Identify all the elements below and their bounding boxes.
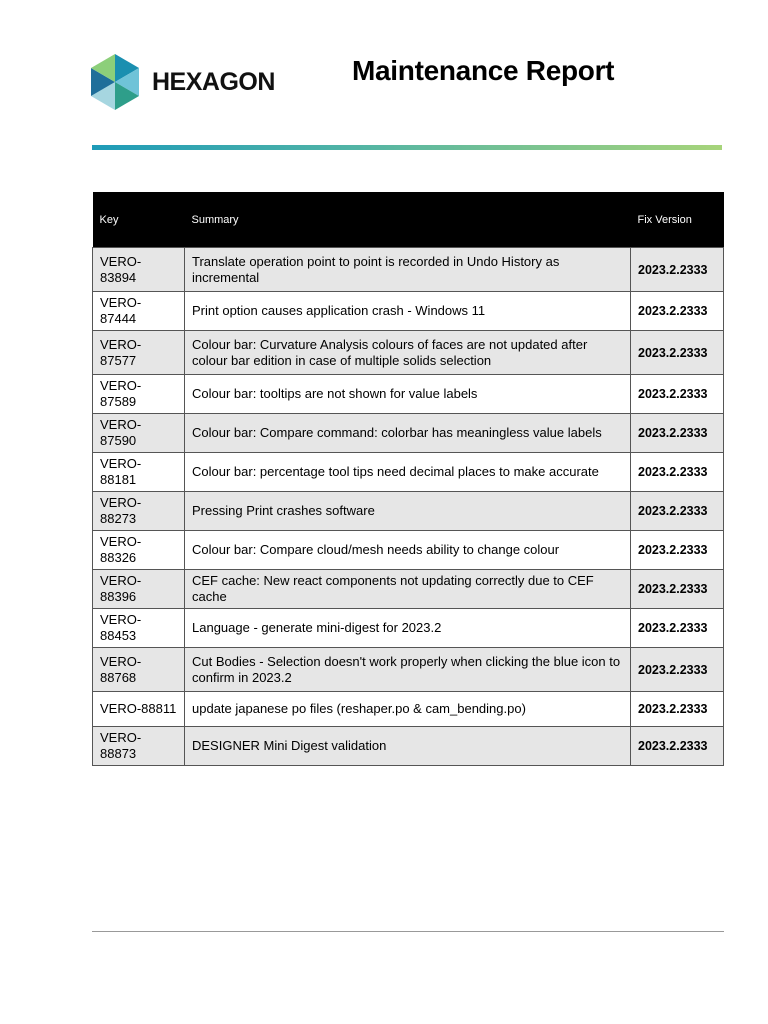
fix-version: 2023.2.2333 [631, 531, 724, 570]
issue-key: VERO-88873 [93, 727, 185, 766]
table-row [93, 531, 724, 570]
fix-version: 2023.2.2333 [631, 692, 724, 727]
fix-version: 2023.2.2333 [631, 609, 724, 648]
table-row [93, 414, 724, 453]
table-row [93, 692, 724, 727]
maintenance-table [92, 192, 724, 766]
issue-summary: Colour bar: Curvature Analysis colours of faces are not updated after colour bar edition in case of multiple solids selection [185, 331, 631, 375]
issue-summary: Colour bar: Compare command: colorbar has meaningless value labels [185, 414, 631, 453]
fix-version: 2023.2.2333 [631, 292, 724, 331]
header-divider [92, 145, 722, 150]
issue-key: VERO-83894 [93, 248, 185, 292]
table-row [93, 248, 724, 292]
fix-version: 2023.2.2333 [631, 248, 724, 292]
issue-summary: Pressing Print crashes software [185, 492, 631, 531]
issue-key: VERO-88326 [93, 531, 185, 570]
issue-key: VERO-88453 [93, 609, 185, 648]
page-title: Maintenance Report [352, 55, 615, 86]
issue-summary: Colour bar: percentage tool tips need decimal places to make accurate [185, 453, 631, 492]
issue-summary: update japanese po files (reshaper.po & cam_bending.po) [185, 692, 631, 727]
footer-divider [92, 931, 724, 932]
issue-key: VERO-88181 [93, 453, 185, 492]
issue-key: VERO-88811 [93, 692, 185, 727]
fix-version: 2023.2.2333 [631, 570, 724, 609]
hexagon-logo [90, 53, 280, 111]
table-body [93, 248, 724, 766]
table-row [93, 331, 724, 375]
issue-key: VERO-88273 [93, 492, 185, 531]
issue-summary: DESIGNER Mini Digest validation [185, 727, 631, 766]
fix-version: 2023.2.2333 [631, 414, 724, 453]
table-row [93, 492, 724, 531]
fix-version: 2023.2.2333 [631, 648, 724, 692]
hexagon-logo-icon [90, 54, 140, 110]
issue-key: VERO-88396 [93, 570, 185, 609]
fix-version: 2023.2.2333 [631, 492, 724, 531]
column-header-key: Key [93, 192, 185, 248]
issue-summary: Colour bar: tooltips are not shown for value labels [185, 375, 631, 414]
fix-version: 2023.2.2333 [631, 375, 724, 414]
issue-summary: Cut Bodies - Selection doesn't work properly when clicking the blue icon to confirm in 2023.2 [185, 648, 631, 692]
table-row [93, 609, 724, 648]
table-row [93, 727, 724, 766]
fix-version: 2023.2.2333 [631, 331, 724, 375]
column-header-fix-version: Fix Version [631, 192, 724, 248]
logo-text: HEXAGON [152, 67, 275, 96]
issue-key: VERO-87577 [93, 331, 185, 375]
issue-key: VERO-87590 [93, 414, 185, 453]
issue-key: VERO-88768 [93, 648, 185, 692]
fix-version: 2023.2.2333 [631, 453, 724, 492]
table-row [93, 570, 724, 609]
table-row [93, 292, 724, 331]
issue-key: VERO-87444 [93, 292, 185, 331]
issue-summary: CEF cache: New react components not updating correctly due to CEF cache [185, 570, 631, 609]
fix-version: 2023.2.2333 [631, 727, 724, 766]
issue-key: VERO-87589 [93, 375, 185, 414]
table-row [93, 375, 724, 414]
table-row [93, 648, 724, 692]
table-row [93, 453, 724, 492]
issue-summary: Translate operation point to point is recorded in Undo History as incremental [185, 248, 631, 292]
table-header-row [93, 192, 724, 248]
issue-summary: Print option causes application crash - Windows 11 [185, 292, 631, 331]
issue-summary: Language - generate mini-digest for 2023.2 [185, 609, 631, 648]
column-header-summary: Summary [185, 192, 631, 248]
issue-summary: Colour bar: Compare cloud/mesh needs ability to change colour [185, 531, 631, 570]
